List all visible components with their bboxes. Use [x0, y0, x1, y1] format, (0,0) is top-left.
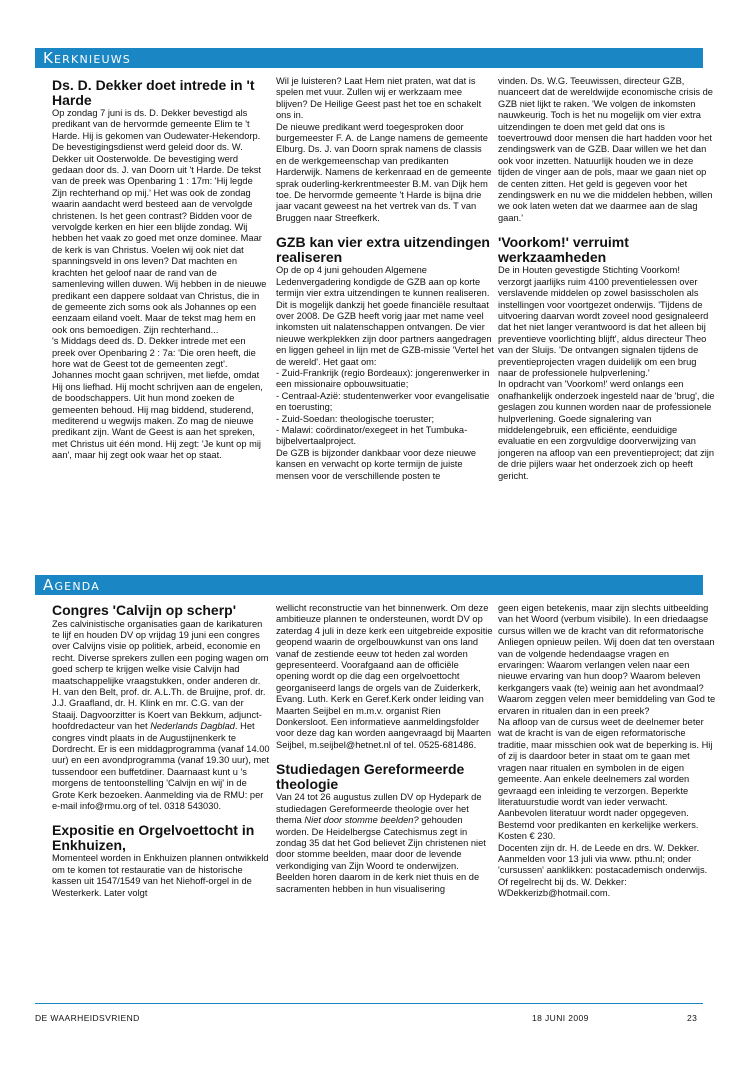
- paragraph: De in Houten gevestigde Stichting Voorkom! verzorgt jaarlijks ruim 4100 preventielessen over verslavende middelen op zowel basisscholen als instellingen voor voortgezet onderwijs. 'Tijdens de uitvoering daarvan wordt zoveel nood gesignaleerd dat het niet langer verantwoord is dat het alleen bij preventieve voorlichting blijft', aldus directeur Theo van der Sluijs. 'De ontvangen signalen tijdens de preventieprojecten vragen duidelijk om een brug naar de professionele hulpverlening.': [498, 265, 709, 378]
- agenda-header: [35, 575, 703, 595]
- footer-rule: [35, 1003, 703, 1004]
- page-number: 23: [687, 1013, 698, 1023]
- paragraph: 's Middags deed ds. D. Dekker intrede met een preek over Openbaring 2 : 7a: 'Die oren heeft, die hore wat de Geest tot de gemeenten zegt'. Johannes mocht gaan schrijven, met liefde, omdat Hij ons liefhad. Hij mocht schrijven aan de engelen, de boodschappers. Uit hun mond zoeken de gemeenten behoud. Hij mag biddend, studerend, mediterend u wegwijs maken. Zo mag de nieuwe predikant zijn. Want de Geest is aan het spreken, met Christus uit één mond. Hij zegt: 'Je kunt op mij aan', maar hij zegt ook waar het op staat.: [52, 336, 263, 461]
- article-title-voorkom: 'Voorkom!' verruimt werkzaamheden: [498, 234, 629, 265]
- paragraph: Op de op 4 juni gehouden Algemene Ledenvergadering kondigde de GZB aan op korte termijn vier extra uitzendingen te kunnen realiseren. Dit is mogelijk dankzij het goede financiële resultaat over 2008. De GZB heeft vorig jaar met name veel inkomsten uit nalatenschappen ontvangen. De vier nieuwe werkplekken zijn door partners aangedragen en liggen geheel in lijn met de GZB-missie 'Vertel het de wereld'. Het gaat om:: [276, 265, 494, 367]
- footer-publication: DE WAARHEIDSVRIEND: [35, 1013, 140, 1023]
- paragraph: Na afloop van de cursus weet de deelnemer beter wat de kracht is van de eigen reformatorische traditie, maar misschien ook wat de beperking is. Hij of zij is daardoor beter in staat om te gaan met vragen naar ritualen en symbolen in de eigen gemeente. Aan enkele deelnemers zal worden gevraagd een inleiding te verzorgen. Beperkte literatuurstudie wordt van ieder verwacht. Aanbevolen literatuur wordt nader opgegeven. Bestemd voor predikanten en kerkelijke werkers.: [498, 717, 713, 830]
- paragraph: Momenteel worden in Enkhuizen plannen ontwikkeld om te komen tot restauratie van de historische kassen uit 1547/1549 van het Niehoff-orgel in de Westerkerk. Later volgt: [52, 853, 269, 898]
- list-item: - Malawi: coördinator/exegeet in het Tumbuka-bijbelvertaalproject.: [276, 424, 468, 447]
- paragraph: Op zondag 7 juni is ds. D. Dekker bevestigd als predikant van de hervormde gemeente Elim te 't Harde. Hij is gekomen van Oudewater-Hekendorp.: [52, 108, 261, 141]
- paragraph: wellicht reconstructie van het binnenwerk. Om deze ambitieuze plannen te ondersteunen, wordt DV op zaterdag 4 juli in deze kerk een uitgebreide expositie geopend waarin de orgelbouwkunst van ons land vanaf de zestiende eeuw tot heden zal worden gepresenteerd. Voorafgaand aan de officiële opening wordt op die dag een orgelvoettocht georganiseerd langs de orgels van de Zuiderkerk, Evang. Luth. Kerk en Geref.Kerk onder leiding van Maarten Seijbel en m.m.v. organist Rien Donkersloot. Een informatieve aanmeldingsfolder voor deze dag kan worden aangevraagd bij Maarten Seijbel, m.seijbel@hetnet.nl of tel. 0525-681486.: [276, 603, 493, 750]
- kerknieuws-column-2: [276, 76, 494, 564]
- text-run: . Het congres vindt plaats in de Augustijnenkerk te Dordrecht. Er is een middagprogramma (vanaf 14.00 uur) en een avondprogramma (vanaf 19.30 uur), met tussendoor een buffetdiner. Daarnaast kunt u 's morgens de tentoonstelling 'Calvijn en wij' in de Grote Kerk bezoeken. Aanmelding via de RMU: per e-mail info@rmu.org of tel. 0318 543030.: [52, 721, 270, 811]
- agenda-column-1: [52, 603, 270, 988]
- paragraph: Kosten € 230.: [498, 831, 556, 842]
- paragraph: [276, 792, 494, 895]
- text-run: Zes calvinistische organisaties gaan de karikaturen te lijf en houden DV op vrijdag 19 juni een congres over Calvijns visie op politiek, arbeid, economie en recht. Diverse sprekers zullen een poging wagen om goed scherp te krijgen welke visie Calvijn had maatschappelijke vraagstukken, onder anderen dr. H. van den Belt, prof. dr. A.L.Th. de Bruijne, prof. dr. J.J. Graafland, dr. H. Klink en mr. C.G. van der Staaij. Dagvoorzitter is Koert van Bekkum, adjunct-hoofdredacteur van het: [52, 618, 269, 732]
- event-title-expositie: Expositie en Orgelvoettocht in Enkhuizen,: [52, 822, 255, 853]
- article-title-gzb: GZB kan vier extra uitzendingen realiseren: [276, 234, 490, 265]
- kerknieuws-label: Kerknieuws: [43, 49, 131, 67]
- paragraph: De GZB is bijzonder dankbaar voor deze nieuwe kansen en verwacht op korte termijn de juiste mensen voor de verschillende posten te: [276, 447, 476, 481]
- list-item: - Zuid-Soedan: theologische toeruster;: [276, 413, 435, 424]
- paragraph: Wil je luisteren? Laat Hem niet praten, wat dat is spelen met vuur. Zullen wij er werkzaam mee blijven? De Heilige Geest past het toe en schakelt ons in.: [276, 76, 482, 121]
- kerknieuws-column-1: [52, 78, 270, 564]
- list-item: - Centraal-Azië: studentenwerker voor evangelisatie en toerusting;: [276, 390, 490, 413]
- list-item: - Zuid-Frankrijk (regio Bordeaux): jongerenwerker in een missionaire opbouwsituatie;: [276, 367, 490, 390]
- event-title-studiedagen: Studiedagen Gereformeerde theologie: [276, 761, 465, 792]
- paragraph: vinden. Ds. W.G. Teeuwissen, directeur GZB, nuanceert dat de wereldwijde economische crisis de GZB niet lijkt te raken. 'We volgen de inkomsten nauwkeurig. Toch is het nu mogelijk om vier extra uitzendingen te doen met geld dat ons is toevertrouwd door mensen die hart hadden voor het zendingswerk van de GZB. Daar willen we het dan ook voor inzetten. Natuurlijk houden we in deze tijden de vinger aan de pols, maar we gaan niet op de centen zitten. Het geld is gegeven voor het zendingswerk en nu we die middelen hebben, willen we ook laten weten dat we daarmee aan de slag gaan.': [498, 76, 713, 223]
- paragraph: De nieuwe predikant werd toegesproken door burgemeester F. A. de Lange namens de gemeente Elburg. Ds. J. van Doorn sprak namens de classis en de werkgemeenschap van predikanten Harderwijk. Namens de kerkenraad en de gemeente sprak ouderling-kerkrentmeester B.M. van Dijk hem toe. De hervormde gemeente 't Harde is bijna drie jaar vacant geweest na het vertrek van ds. T van Bruggen naar Streefkerk.: [276, 121, 492, 223]
- text-run: Van 24 tot 26 augustus zullen DV op Hydepark de studiedagen Gereformeerde theologie over het thema: [276, 792, 482, 826]
- paragraph: Docenten zijn dr. H. de Leede en drs. W. Dekker. Aanmelden voor 13 juli via www. pthu.nl; onder 'cursussen' aanklikken: postacademisch onderwijs. Of regelrecht bij ds. W. Dekker: WDekkerizb@hotmail.com.: [498, 842, 708, 899]
- article-title-dekker: Ds. D. Dekker doet intrede in 't Harde: [52, 78, 255, 108]
- kerknieuws-column-3: [498, 76, 716, 564]
- paragraph: [52, 619, 270, 813]
- publication-name: Nederlands Dagblad: [150, 721, 235, 732]
- kerknieuws-header: [35, 48, 703, 68]
- theme-title: Niet door stomme beelden?: [304, 815, 419, 826]
- footer-date: 18 JUNI 2009: [532, 1013, 589, 1023]
- paragraph: De bevestigingsdienst werd geleid door ds. W. Dekker uit Oosterwolde. De bevestiging werd gedaan door ds. J. van Doorn uit 't Harde. De tekst van de preek was Openbaring 1 : 17m: 'Hij legde Zijn rechterhand op mij.' Het was ook de zondag waarin aandacht werd besteed aan de vervolgde christenen. Is het geen contrast? Bidden voor de vervolgde kerken en hier een blijde zondag. Wij hebben het vaak zo goed met onze dominee. Maar de kerk is van Christus. Voelen wij ook niet dat spanningsveld in ons leven? Dat machten en krachten het geloof naar de rand van de samenleving willen duwen. Wij hebben in de nieuwe predikant een dappere soldaat van Christus, die in de gemeente zich soms ook als Johannes op een eenzaam eiland voelt. Maar de tekst mag hem en ook ons bemoedigen. Zijn rechterhand...: [52, 142, 267, 335]
- event-title-calvijn: Congres 'Calvijn op scherp': [52, 603, 237, 618]
- agenda-label: Agenda: [43, 576, 100, 594]
- agenda-column-3: [498, 603, 716, 988]
- paragraph: geen eigen betekenis, maar zijn slechts uitbeelding van het Woord (verbum visibile). In een driedaagse cursus willen we de kracht van dit reformatorische Anliegen opnieuw peilen. Wij doen dat ten overstaan van de volgende hedendaagse vragen en ervaringen: Waarom verlangen velen naar een nieuwe ervaring van hun doop? Waarom beleven kerkgangers vaak (te) weinig aan het avondmaal? Waarom zeggen velen meer bemiddeling van God te ervaren in ritualen dan in een preek?: [498, 603, 716, 716]
- text-run: gehouden worden. De Heidelbergse Catechismus zegt in zondag 35 dat het God believet Zijn christenen niet door stomme beelden, maar door de levende verkondiging van Zijn Woord te onderwijzen. Beelden horen daarom in de kerk niet thuis en de sacramenten hebben in hun visualisering: [276, 815, 486, 894]
- paragraph: In opdracht van 'Voorkom!' werd onlangs een onafhankelijk onderzoek ingesteld naar de 'brug', die geslagen zou kunnen worden naar de professionele hulpverlening. Goede signalering van middelengebruik, een efficiënte, eenduidige evaluatie en een zorgvuldige doorverwijzing van jongeren na afloop van een preventieproject; dat zijn de drie pijlers waar het onderzoek zich op heeft gericht.: [498, 379, 715, 481]
- agenda-column-2: [276, 603, 494, 988]
